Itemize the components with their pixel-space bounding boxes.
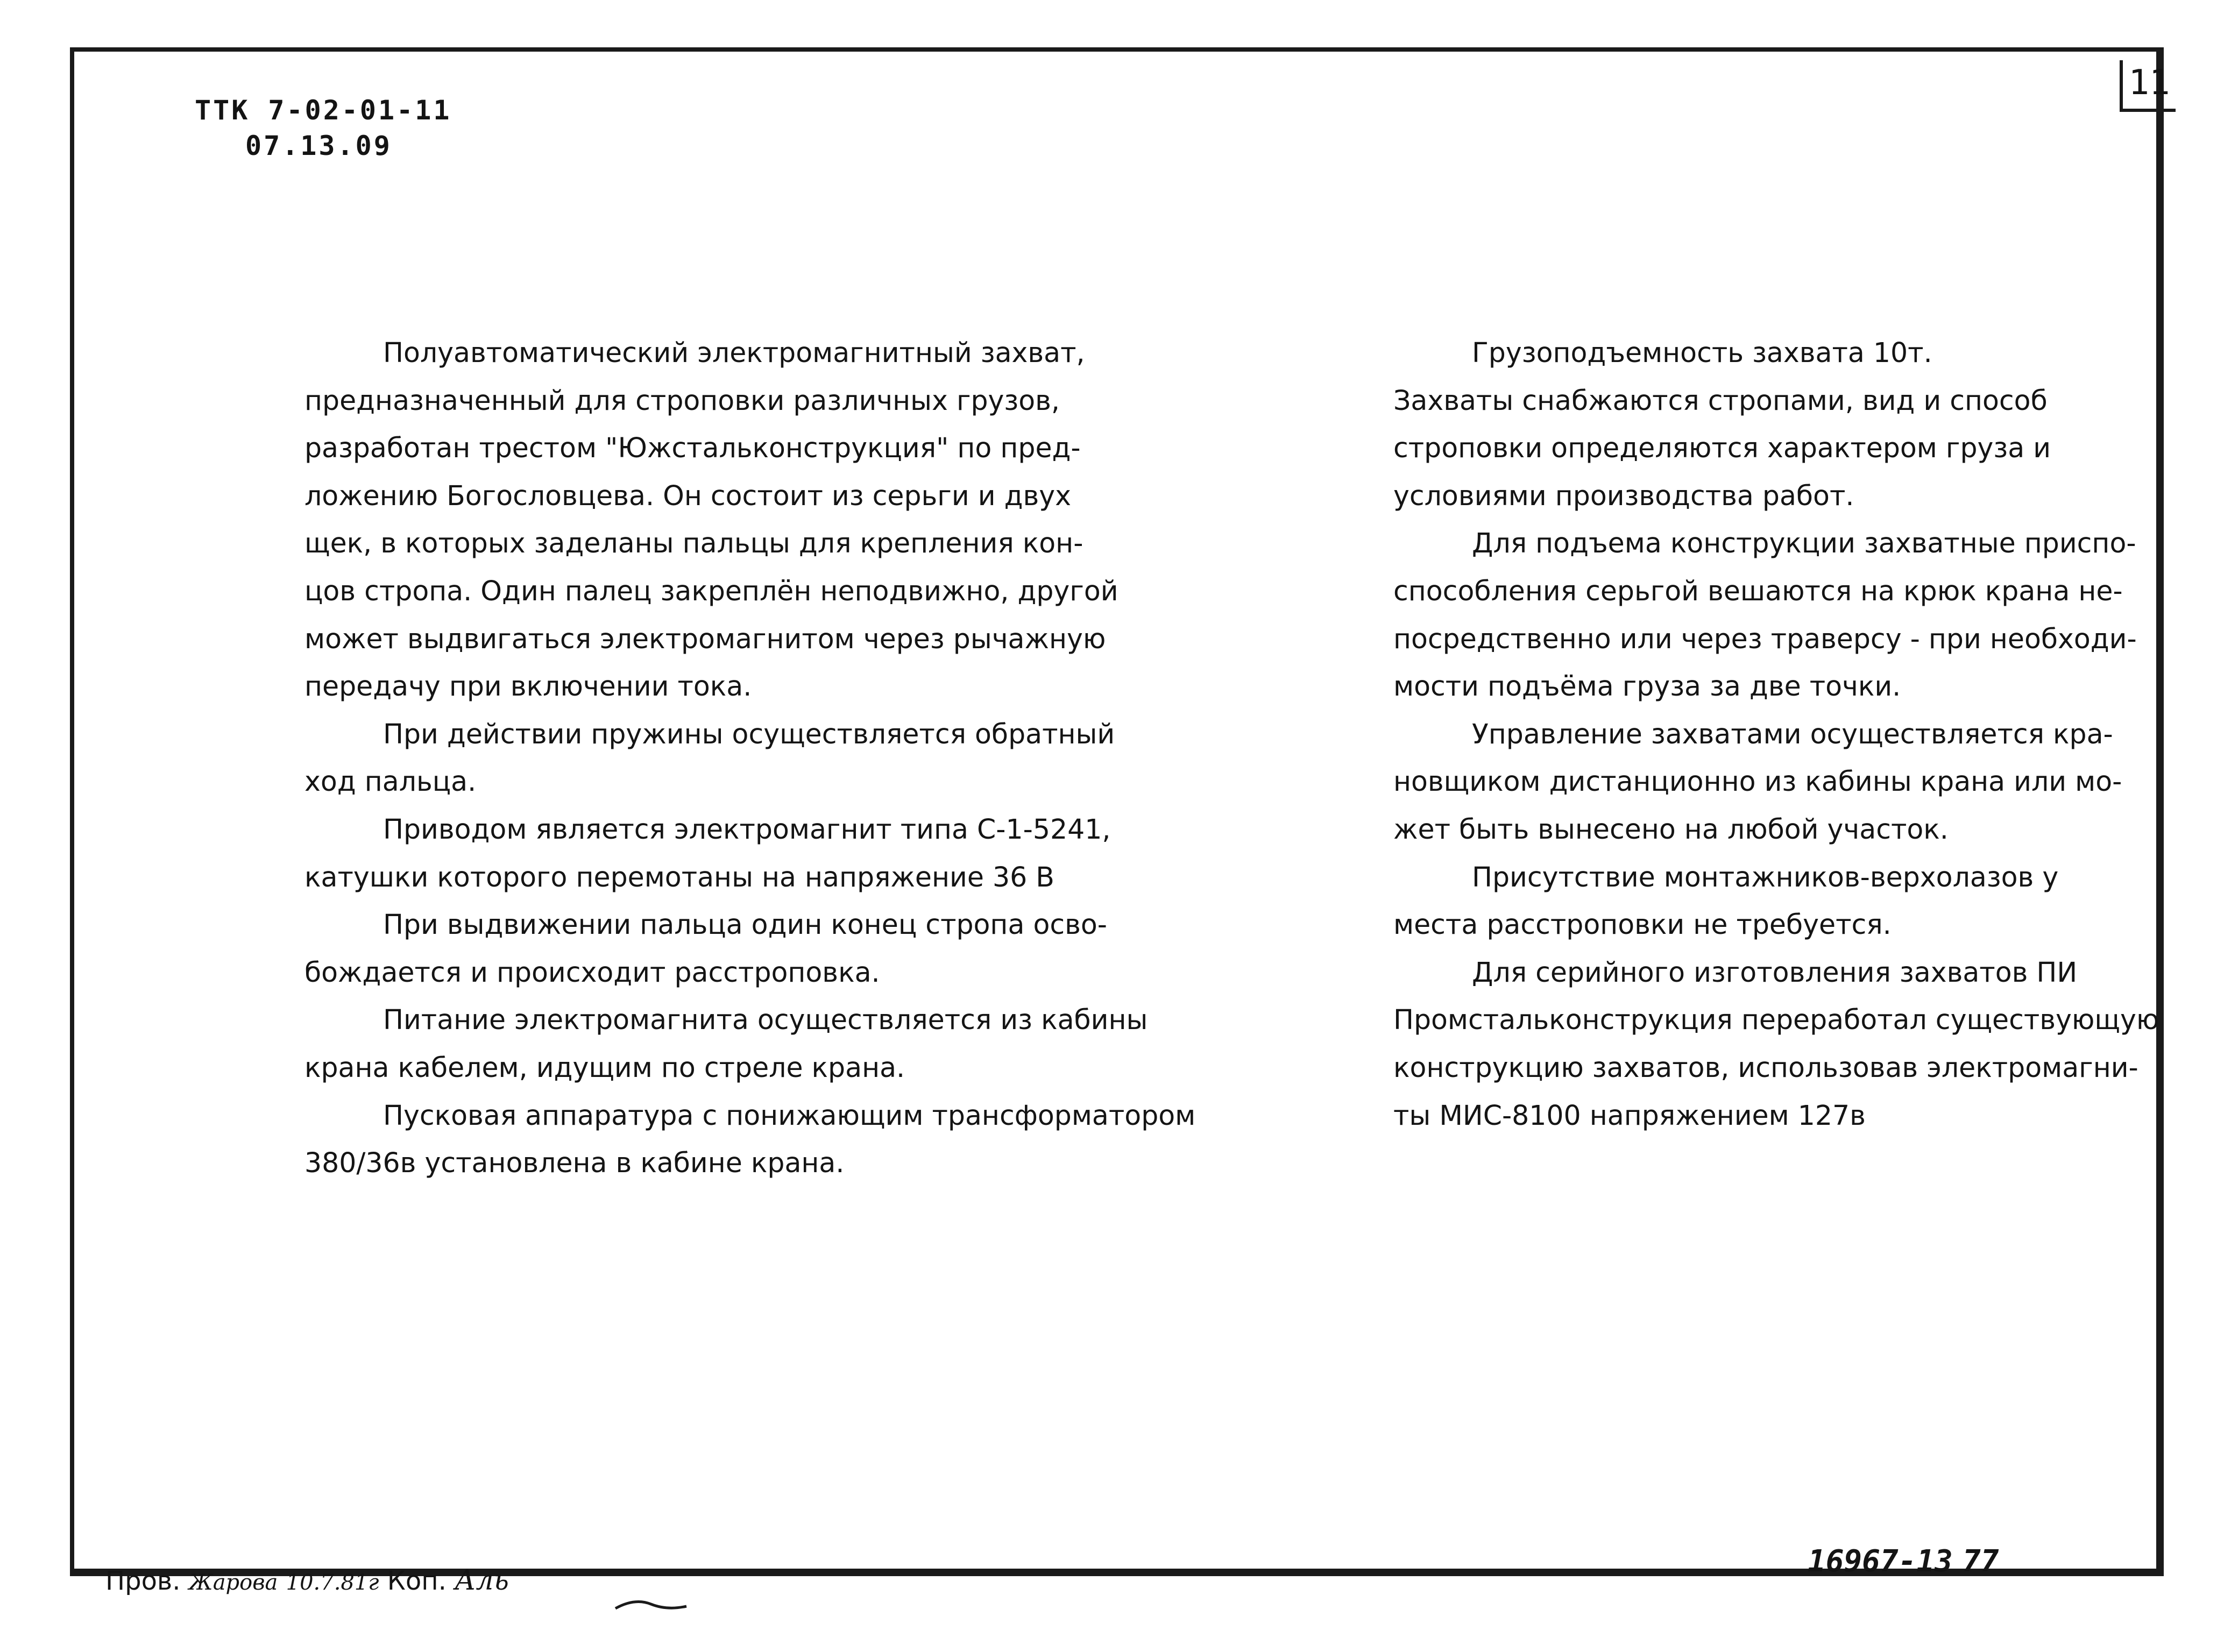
text-line: места расстроповки не требуется.: [1393, 909, 1892, 941]
text-line: бождается и происходит расстроповка.: [304, 956, 880, 988]
text-line: Захваты снабжаются стропами, вид и способ: [1393, 384, 2048, 416]
text-line: Приводом является электромагнит типа С-1-5241,: [383, 813, 1111, 845]
document-code: ТТК 7-02-01-11: [195, 95, 452, 126]
text-line: разработан трестом "Южстальконструкция" по пред-: [304, 432, 1081, 464]
text-line: щек, в которых заделаны пальцы для крепления кон-: [304, 527, 1083, 559]
text-line: Присутствие монтажников-верхолазов у: [1472, 861, 2059, 893]
text-line: При действии пружины осуществляется обратный: [383, 718, 1115, 750]
text-line: Промстальконструкция переработал существующую: [1393, 1004, 2159, 1036]
text-line: Полуавтоматический электромагнитный захват,: [383, 337, 1085, 368]
footer-check: [105, 1564, 509, 1597]
text-line: передачу при включении тока.: [304, 670, 752, 703]
text-line: может выдвигаться электромагнитом через рычажную: [304, 622, 1106, 655]
text-line: Пусковая аппаратура с понижающим трансформатором: [383, 1099, 1196, 1131]
sheet-number: 77: [1963, 1544, 1999, 1579]
text-line: условиями производства работ.: [1393, 479, 1854, 512]
text-line: ты МИС-8100 напряжением 127в: [1393, 1099, 1866, 1131]
text-line: При выдвижении пальца один конец стропа осво-: [383, 909, 1107, 941]
text-line: конструкцию захватов, использовав электромагни-: [1393, 1051, 2138, 1083]
text-line: Для подъема конструкции захватные приспо-: [1472, 527, 2136, 559]
text-line: Питание электромагнита осуществляется из кабины: [383, 1004, 1148, 1036]
signature-flourish: [613, 1592, 689, 1614]
text-line: строповки определяются характером груза и: [1393, 432, 2051, 464]
page-number: 11: [2120, 60, 2176, 112]
check-date: 10.7.81г: [286, 1570, 379, 1595]
text-line: крана кабелем, идущим по стреле крана.: [304, 1051, 905, 1083]
copy-label: Коп.: [387, 1566, 447, 1596]
text-line: ход пальца.: [304, 765, 477, 798]
text-line: предназначенный для строповки различных грузов,: [304, 384, 1060, 416]
copier-signature: Аль: [455, 1564, 509, 1597]
text-line: жет быть вынесено на любой участок.: [1393, 813, 1949, 845]
text-line: Для серийного изготовления захватов ПИ: [1472, 956, 2078, 988]
text-line: ложению Богословцева. Он состоит из серьги и двух: [304, 479, 1072, 512]
text-line: посредственно или через траверсу - при необходи-: [1393, 622, 2137, 655]
text-line: способления серьгой вешаются на крюк крана не-: [1393, 575, 2123, 607]
text-line: Грузоподъемность захвата 10т.: [1472, 337, 1932, 368]
left-text-column: [304, 329, 1198, 1187]
text-line: мости подъёма груза за две точки.: [1393, 670, 1901, 703]
document-date: 07.13.09: [245, 130, 392, 161]
text-line: 380/36в установлена в кабине крана.: [304, 1147, 845, 1179]
checker-signature: Жарова: [188, 1570, 278, 1595]
text-line: новщиком дистанционно из кабины крана или мо-: [1393, 765, 2122, 798]
check-label: Пров.: [105, 1566, 181, 1596]
text-line: Управление захватами осуществляется кра-: [1472, 718, 2113, 750]
text-line: цов стропа. Один палец закреплён неподвижно, другой: [304, 575, 1118, 607]
right-text-column: [1393, 329, 2157, 1139]
archive-number: 16967-13: [1808, 1544, 1953, 1579]
text-line: катушки которого перемотаны на напряжение 36 В: [304, 861, 1054, 893]
